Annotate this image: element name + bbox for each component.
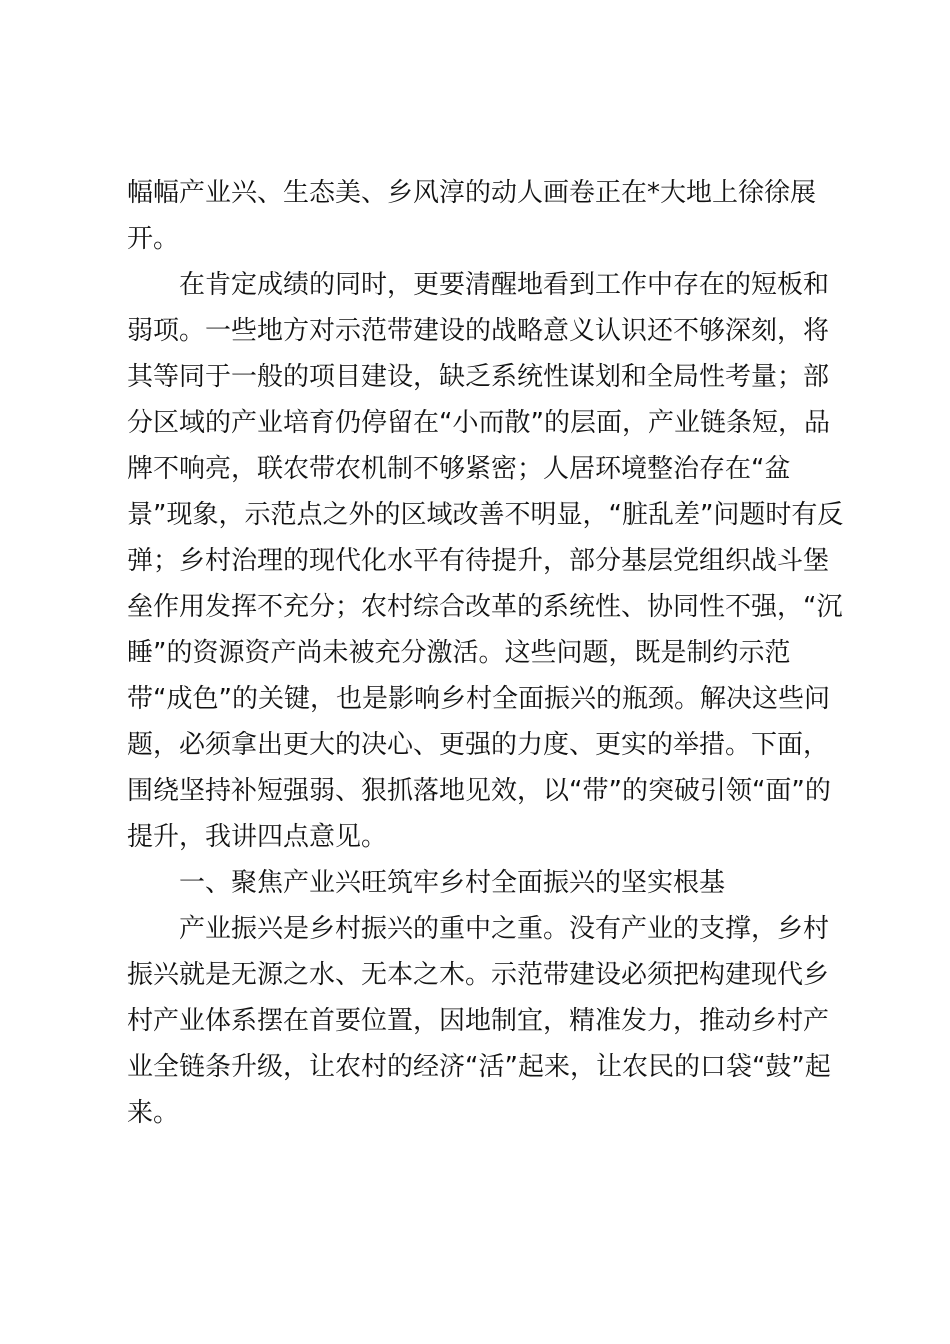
text-line: 开。: [127, 224, 180, 254]
text-line: 牌不响亮，联农带农机制不够紧密；人居环境整治存在“盆: [127, 454, 791, 484]
text-line: 业全链条升级，让农村的经济“活”起来，让农民的口袋“鼓”起: [127, 1052, 831, 1082]
text-line: 来。: [127, 1098, 180, 1128]
text-line: 睡”的资源资产尚未被充分激活。这些问题，既是制约示范: [127, 638, 791, 668]
text-line: 弹；乡村治理的现代化水平有待提升，部分基层党组织战斗堡: [127, 546, 830, 576]
text-line: 景”现象，示范点之外的区域改善不明显，“脏乱差”问题时有反: [127, 500, 844, 530]
text-line: 振兴就是无源之水、无本之木。示范带建设必须把构建现代乡: [127, 960, 830, 990]
text-line: 题，必须拿出更大的决心、更强的力度、更实的举措。下面，: [127, 730, 830, 760]
document-body: [127, 170, 844, 1136]
paragraph-first-line: 产业振兴是乡村振兴的重中之重。没有产业的支撑，乡村: [179, 914, 830, 944]
text-line: 提升，我讲四点意见。: [127, 822, 388, 852]
section-heading: 一、聚焦产业兴旺筑牢乡村全面振兴的坚实根基: [179, 868, 726, 898]
text-line: 村产业体系摆在首要位置，因地制宜，精准发力，推动乡村产: [127, 1006, 830, 1036]
text-line: 分区域的产业培育仍停留在“小而散”的层面，产业链条短，品: [127, 408, 830, 438]
text-line: 带“成色”的关键，也是影响乡村全面振兴的瓶颈。解决这些问: [127, 684, 830, 714]
text-line: 其等同于一般的项目建设，缺乏系统性谋划和全局性考量；部: [127, 362, 830, 392]
text-line: 幅幅产业兴、生态美、乡风淳的动人画卷正在*大地上徐徐展: [127, 178, 817, 208]
text-line: 围绕坚持补短强弱、狠抓落地见效，以“带”的突破引领“面”的: [127, 776, 831, 806]
text-line: 弱项。一些地方对示范带建设的战略意义认识还不够深刻，将: [127, 316, 830, 346]
paragraph-first-line: 在肯定成绩的同时，更要清醒地看到工作中存在的短板和: [179, 270, 830, 300]
text-line: 垒作用发挥不充分；农村综合改革的系统性、协同性不强，“沉: [127, 592, 843, 622]
